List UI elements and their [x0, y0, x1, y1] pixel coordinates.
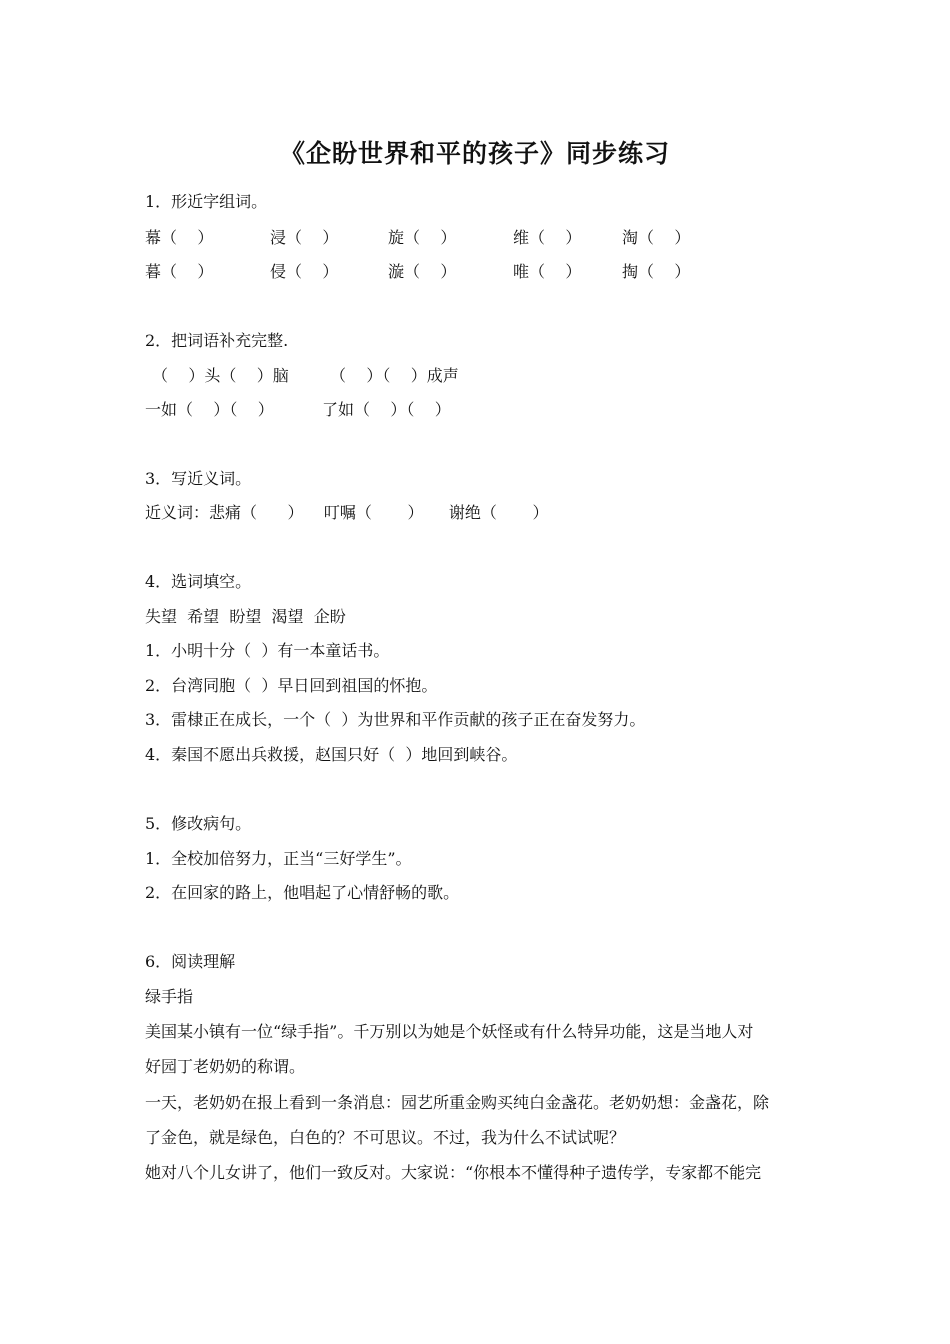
passage-line: 美国某小镇有一位“绿手指”。千万别以为她是个妖怪或有什么特异功能，这是当地人对: [145, 1022, 754, 1041]
q1-item: 旋（ ）: [388, 228, 457, 247]
q4-item: 2．台湾同胞（ ）早日回到祖国的怀抱。: [145, 676, 438, 695]
q2-item: （ ）头（ ）脑: [152, 366, 289, 385]
q6-heading: 6．阅读理解: [145, 952, 236, 971]
passage-line: 了金色，就是绿色，白色的？不可思议。不过，我为什么不试试呢？: [145, 1128, 626, 1147]
q4-heading: 4．选词填空。: [145, 572, 252, 591]
q1-item: 浸（ ）: [270, 228, 339, 247]
q2-heading: 2．把词语补充完整.: [145, 331, 289, 350]
page-title: 《企盼世界和平的孩子》同步练习: [279, 139, 670, 168]
q4-item: 3．雷棣正在成长，一个（ ）为世界和平作贡献的孩子正在奋发努力。: [145, 710, 646, 729]
q5-item: 1．全校加倍努力，正当“三好学生”。: [145, 849, 412, 868]
q1-heading: 1．形近字组词。: [145, 192, 268, 211]
q1-item: 维（ ）: [513, 228, 582, 247]
q1-item: 掏（ ）: [622, 262, 691, 281]
q3-heading: 3．写近义词。: [145, 469, 252, 488]
q1-item: 漩（ ）: [388, 262, 457, 281]
q5-item: 2．在回家的路上，他唱起了心情舒畅的歌。: [145, 883, 460, 902]
q3-synonyms: 近义词：悲痛（ ） 叮嘱（ ） 谢绝（ ）: [145, 503, 549, 522]
passage-line: 好园丁老奶奶的称谓。: [145, 1057, 306, 1076]
q1-item: 唯（ ）: [513, 262, 582, 281]
q1-item: 淘（ ）: [622, 228, 691, 247]
q4-item: 4．秦国不愿出兵救援，赵国只好（ ）地回到峡谷。: [145, 745, 518, 764]
q1-item: 暮（ ）: [145, 262, 214, 281]
passage-line: 她对八个儿女讲了，他们一致反对。大家说：“你根本不懂得种子遗传学，专家都不能完: [145, 1163, 762, 1182]
q4-word-options: 失望 希望 盼望 渴望 企盼: [145, 607, 346, 626]
q1-item: 侵（ ）: [270, 262, 339, 281]
passage-title: 绿手指: [145, 987, 194, 1006]
q1-item: 幕（ ）: [145, 228, 214, 247]
passage-line: 一天，老奶奶在报上看到一条消息：园艺所重金购买纯白金盏花。老奶奶想：金盏花，除: [145, 1093, 770, 1112]
q5-heading: 5．修改病句。: [145, 814, 252, 833]
q4-item: 1．小明十分（ ）有一本童话书。: [145, 641, 390, 660]
q2-item: 了如（ ）（ ）: [322, 400, 451, 419]
q2-item: 一如（ ）（ ）: [145, 400, 274, 419]
q2-item: （ ）（ ）成声: [330, 366, 459, 385]
